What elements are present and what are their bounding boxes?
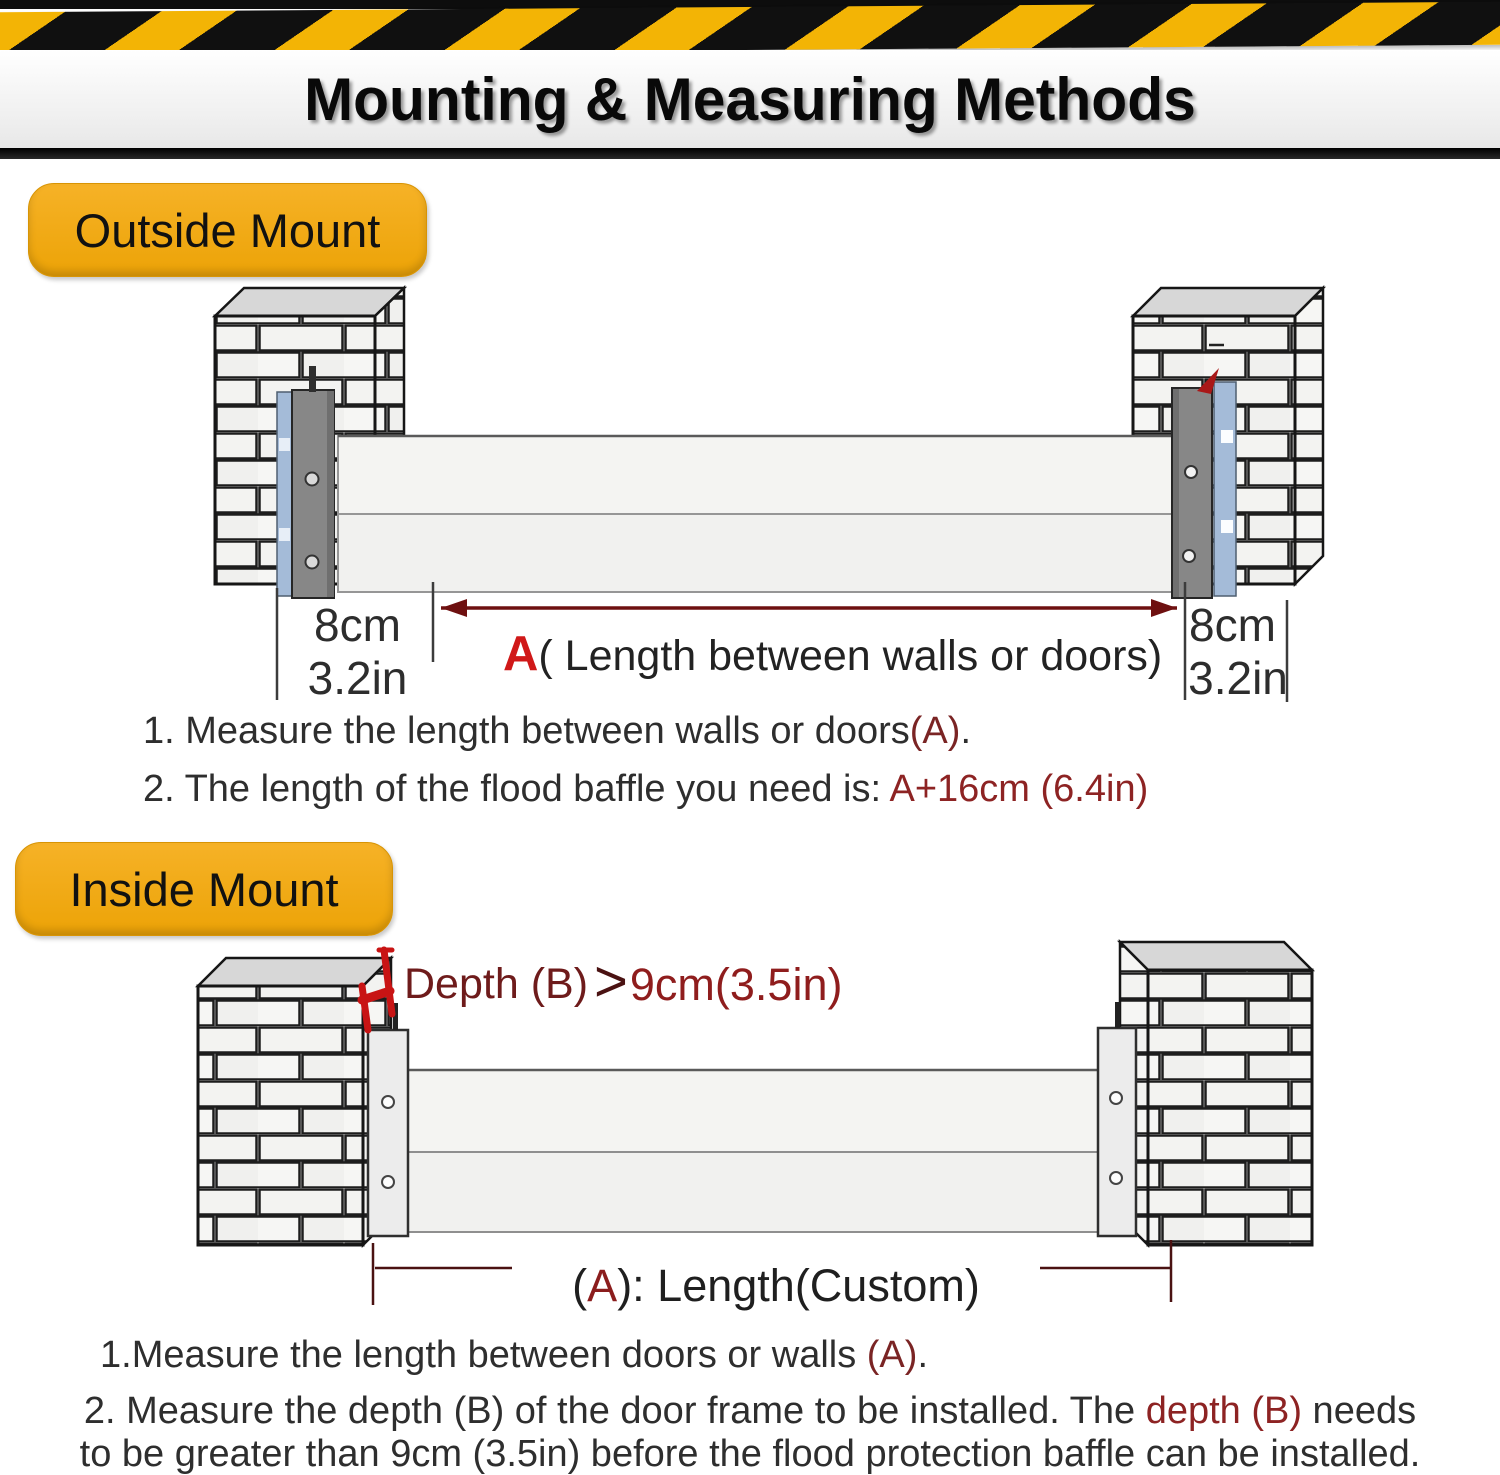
inside-right-pillar [1120, 942, 1312, 1245]
length-a-label [503, 626, 1162, 682]
outside-left-dim-inch: 3.2in [307, 652, 408, 704]
screw-hole-icon [382, 1096, 394, 1108]
outside-left-dim-cm: 8cm [314, 599, 401, 651]
outside-step-2: 2. The length of the flood baffle you need is: A+16cm (6.4in) [143, 768, 1149, 810]
length-custom-label: (A): Length(Custom) [572, 1260, 980, 1311]
rubber-gasket [277, 392, 292, 596]
screw-hole-icon [306, 473, 319, 486]
length-a-text: ( Length between walls or doors) [538, 632, 1163, 680]
rubber-gasket [1214, 382, 1236, 596]
inside-mount-badge [15, 842, 393, 936]
outside-mount-badge-label: Outside Mount [74, 203, 381, 257]
screw-hole-icon [306, 556, 319, 569]
greater-than-sign: > [594, 949, 628, 1014]
outside-right-dim-inch: 3.2in [1188, 652, 1288, 704]
page-title: Mounting & Measuring Methods [304, 65, 1196, 133]
depth-requirement-label [404, 948, 842, 1021]
inside-step-1: 1.Measure the length between doors or walls (A). [100, 1334, 928, 1376]
inside-barrier-panels [408, 1070, 1100, 1232]
inside-left-bracket [368, 1003, 408, 1236]
inside-right-bracket [1098, 1002, 1136, 1236]
outside-right-dim-cm: 8cm [1189, 599, 1276, 651]
arrow-left-head-icon [441, 599, 467, 617]
dimension-arrow [441, 599, 1177, 617]
outside-mount-badge [28, 183, 427, 277]
length-a-letter: A [503, 627, 539, 681]
screw-hole-icon [1110, 1172, 1122, 1184]
outside-barrier-panels [338, 436, 1174, 592]
bracket-pin [309, 366, 316, 392]
outside-step-1: 1. Measure the length between walls or doors(A). [143, 710, 971, 752]
inside-mount-badge-label: Inside Mount [69, 862, 339, 916]
screw-hole-icon [1183, 550, 1195, 562]
screw-hole-icon [1110, 1092, 1122, 1104]
depth-name: Depth (B) [404, 960, 589, 1008]
inside-step-2: 2. Measure the depth (B) of the door frame to be installed. The depth (B) needs to be greater than 9cm (3.5in) before the flood protection baffle can be installed. [79, 1390, 1421, 1475]
bracket-pin [1115, 1002, 1120, 1028]
screw-hole-icon [1185, 466, 1197, 478]
depth-value: 9cm(3.5in) [629, 958, 843, 1010]
outside-left-bracket [277, 366, 334, 598]
screw-hole-icon [382, 1176, 394, 1188]
